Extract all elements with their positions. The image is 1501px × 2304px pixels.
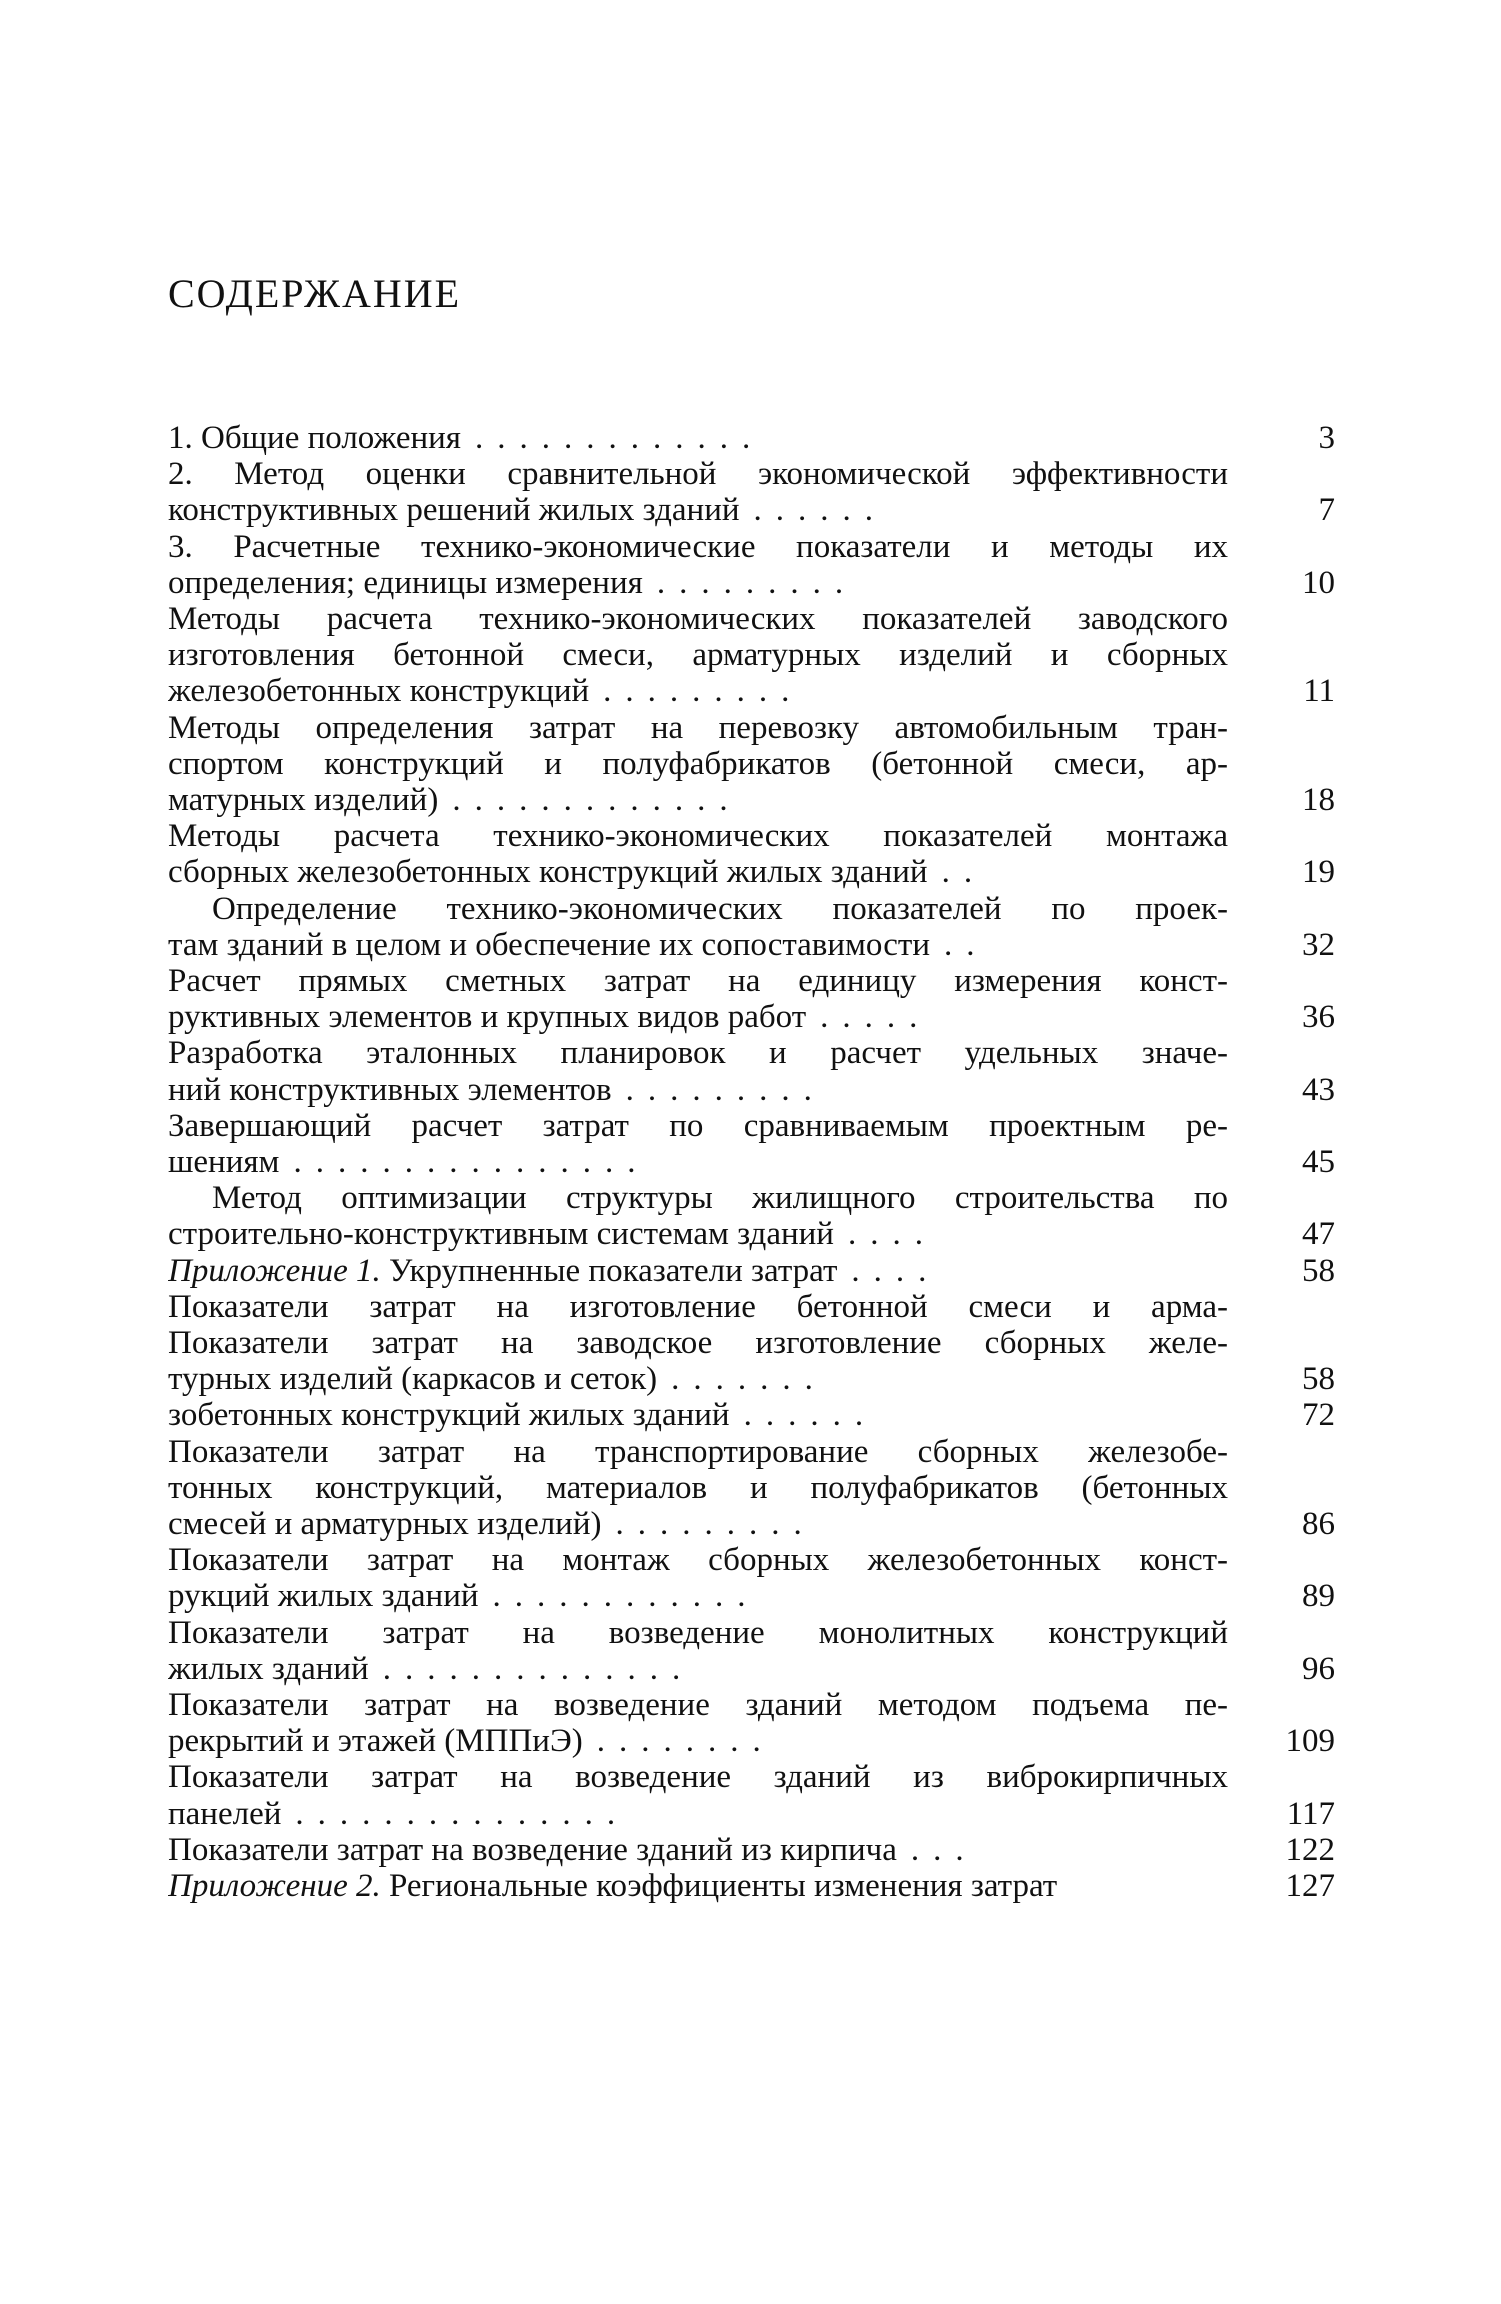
toc-line-text (168, 1868, 1057, 1904)
toc-line (168, 1542, 1228, 1578)
toc-line-title: определения; единицы измерения (168, 565, 643, 601)
toc-line (168, 710, 1228, 746)
toc-line (168, 1506, 1228, 1542)
page-number: 117 (1286, 1796, 1335, 1832)
toc-line-title: сборных железобетонных конструкций жилых зданий (168, 854, 928, 890)
page-number: 45 (1302, 1144, 1335, 1180)
toc-line-title: 3. Расчетные технико-экономические показатели и методы их (168, 529, 1228, 565)
toc-line-text (168, 673, 589, 709)
toc-line (168, 1578, 1228, 1614)
toc-line-text (168, 492, 740, 528)
toc-line-title: руктивных элементов и крупных видов работ (168, 999, 807, 1035)
toc-line-text (168, 1253, 837, 1289)
leader-dots: ....... (671, 1361, 827, 1397)
page-title: СОДЕРЖАНИЕ (168, 271, 462, 316)
toc-line (168, 601, 1228, 637)
toc-line-title: там зданий в целом и обеспечение их сопоставимости (168, 927, 930, 963)
toc-line (168, 782, 1228, 818)
toc-line-title: Региональные коэффициенты изменения затрат (380, 1868, 1058, 1904)
page-number: 109 (1285, 1723, 1335, 1759)
page-number: 122 (1285, 1832, 1335, 1868)
toc-line-title: рукций жилых зданий (168, 1578, 479, 1614)
toc-line (168, 1144, 1228, 1180)
toc-line-title: спортом конструкций и полуфабрикатов (бетонной смеси, ар- (168, 746, 1228, 782)
toc-line-title: зобетонных конструкций жилых зданий (168, 1397, 730, 1433)
leader-dots: ......... (656, 565, 858, 601)
toc-line-title: железобетонных конструкций (168, 673, 590, 709)
page-number: 32 (1302, 927, 1335, 963)
toc-line-text (168, 1651, 369, 1687)
toc-line-title: изготовления бетонной смеси, арматурных изделий и сборных (168, 637, 1228, 673)
leader-dots: ...... (753, 492, 888, 528)
toc-line-title: строительно-конструктивным системам зданий (168, 1216, 834, 1252)
toc-line-title: тонных конструкций, материалов и полуфабрикатов (бетонных (168, 1470, 1228, 1506)
leader-dots: .. (941, 854, 987, 890)
toc-line-title: Показатели затрат на возведение зданий из кирпича (168, 1832, 897, 1868)
toc-line (168, 1759, 1228, 1795)
toc-line-title: 2. Метод оценки сравнительной экономической эффективности (168, 456, 1228, 492)
toc-line-text (168, 782, 438, 818)
toc-line-title: турных изделий (каркасов и сеток) (168, 1361, 658, 1397)
leader-dots: ............. (452, 782, 742, 818)
toc-line (168, 854, 1228, 890)
page-number: 127 (1285, 1868, 1335, 1904)
toc-line-title: Завершающий расчет затрат по сравниваемым проектным ре- (168, 1108, 1228, 1144)
toc-line-title: 1. Общие положения (168, 420, 461, 456)
toc-line-text (168, 1723, 583, 1759)
toc-line (168, 818, 1228, 854)
toc-line (168, 1687, 1228, 1723)
toc-line (168, 1289, 1228, 1325)
toc-line-title: Методы определения затрат на перевозку автомобильным тран- (168, 710, 1228, 746)
toc-line-title: жилых зданий (168, 1651, 369, 1687)
leader-dots: .. (943, 927, 989, 963)
toc-line-title: шениям (168, 1144, 280, 1180)
toc-line (168, 1832, 1228, 1868)
toc-line-text (168, 1832, 897, 1868)
toc-line (168, 1216, 1228, 1252)
toc-line (168, 673, 1228, 709)
toc-line-title: Показатели затрат на возведение зданий из виброкирпичных (168, 1759, 1228, 1795)
toc-line-title: конструктивных решений жилых зданий (168, 492, 740, 528)
toc-line (168, 1651, 1228, 1687)
toc-line-text (168, 1216, 834, 1252)
toc-line (168, 746, 1228, 782)
toc-line (168, 456, 1228, 492)
toc-line-text (168, 1578, 479, 1614)
appendix-label: Приложение 2. (168, 1868, 381, 1904)
toc-line-title: Определение технико-экономических показателей по проек- (212, 891, 1228, 927)
toc-line-title: Методы расчета технико-экономических показателей монтажа (168, 818, 1228, 854)
toc-line (168, 963, 1228, 999)
appendix-label: Приложение 1. (168, 1253, 381, 1289)
toc-line-title: Методы расчета технико-экономических показателей заводского (168, 601, 1228, 637)
toc-line-text (168, 1361, 657, 1397)
toc-line (168, 1361, 1228, 1397)
toc-line-text (168, 1506, 602, 1542)
toc-line (168, 1397, 1228, 1433)
toc-line-title: Показатели затрат на изготовление бетонной смеси и арма- (168, 1289, 1228, 1325)
leader-dots: ............. (474, 420, 765, 456)
toc-line-title: Разработка эталонных планировок и расчет удельных значе- (168, 1035, 1228, 1071)
toc-line (168, 999, 1228, 1035)
toc-line (168, 1434, 1228, 1470)
toc-line (168, 492, 1228, 528)
page-number: 58 (1302, 1253, 1335, 1289)
toc-line (168, 1470, 1228, 1506)
toc-line (168, 529, 1228, 565)
toc-line-text (168, 927, 930, 963)
page-number: 86 (1302, 1506, 1335, 1542)
toc-line-title: Показатели затрат на монтаж сборных железобетонных конст- (168, 1542, 1228, 1578)
leader-dots: ................ (293, 1144, 650, 1180)
toc-line (168, 1325, 1228, 1361)
toc-line-text (168, 1397, 730, 1433)
toc-line-title: Укрупненные показатели затрат (380, 1253, 838, 1289)
toc-line (168, 420, 1228, 456)
page-number: 72 (1302, 1397, 1335, 1433)
toc-line-text (168, 1144, 279, 1180)
page-number: 3 (1318, 420, 1335, 456)
page-number: 18 (1302, 782, 1335, 818)
toc-line-title: ний конструктивных элементов (168, 1072, 612, 1108)
toc-line (168, 891, 1228, 927)
toc-line (168, 1072, 1228, 1108)
toc-line (168, 1108, 1228, 1144)
toc-line (168, 1723, 1228, 1759)
leader-dots: ......... (615, 1506, 816, 1542)
toc-line-text (168, 999, 806, 1035)
toc-line (168, 637, 1228, 673)
toc-line (168, 1615, 1228, 1651)
toc-line-title: смесей и арматурных изделий) (168, 1506, 602, 1542)
toc-line (168, 1180, 1228, 1216)
leader-dots: .... (851, 1253, 941, 1289)
page-number: 58 (1302, 1361, 1335, 1397)
leader-dots: .... (847, 1216, 937, 1252)
leader-dots: ......... (625, 1072, 826, 1108)
leader-dots: ...... (743, 1397, 878, 1433)
page-number: 10 (1302, 565, 1335, 601)
leader-dots: ............ (492, 1578, 760, 1614)
toc-line (168, 1253, 1228, 1289)
page-number: 11 (1303, 673, 1335, 709)
page-number: 47 (1302, 1216, 1335, 1252)
toc-line-text (168, 854, 928, 890)
toc-line-title: Показатели затрат на возведение зданий методом подъема пе- (168, 1687, 1228, 1723)
leader-dots: ............... (295, 1796, 630, 1832)
toc-line-text (168, 1796, 281, 1832)
toc-line-title: Показатели затрат на возведение монолитных конструкций (168, 1615, 1228, 1651)
leader-dots: ........ (596, 1723, 775, 1759)
toc-line (168, 1868, 1228, 1904)
toc-line-text (168, 420, 461, 456)
toc-line-title: Расчет прямых сметных затрат на единицу измерения конст- (168, 963, 1228, 999)
toc-line-title: Показатели затрат на транспортирование сборных железобе- (168, 1434, 1228, 1470)
page-number: 19 (1302, 854, 1335, 890)
leader-dots: ... (910, 1832, 978, 1868)
page-number: 7 (1318, 492, 1335, 528)
toc-line (168, 927, 1228, 963)
page-number: 89 (1302, 1578, 1335, 1614)
page-number: 96 (1302, 1651, 1335, 1687)
leader-dots: ..... (820, 999, 932, 1035)
toc-line-title: Метод оптимизации структуры жилищного строительства по (212, 1180, 1228, 1216)
toc-line-title: панелей (168, 1796, 282, 1832)
toc-line-text (168, 1072, 612, 1108)
page-number: 43 (1302, 1072, 1335, 1108)
toc-line (168, 1035, 1228, 1071)
toc-line-title: рекрытий и этажей (МППиЭ) (168, 1723, 583, 1759)
toc-line-title: Показатели затрат на заводское изготовление сборных желе- (168, 1325, 1228, 1361)
toc-line (168, 1796, 1228, 1832)
page-number: 36 (1302, 999, 1335, 1035)
toc-line (168, 565, 1228, 601)
leader-dots: .............. (382, 1651, 695, 1687)
toc-line-text (168, 565, 643, 601)
toc-line-title: матурных изделий) (168, 782, 439, 818)
leader-dots: ......... (603, 673, 804, 709)
